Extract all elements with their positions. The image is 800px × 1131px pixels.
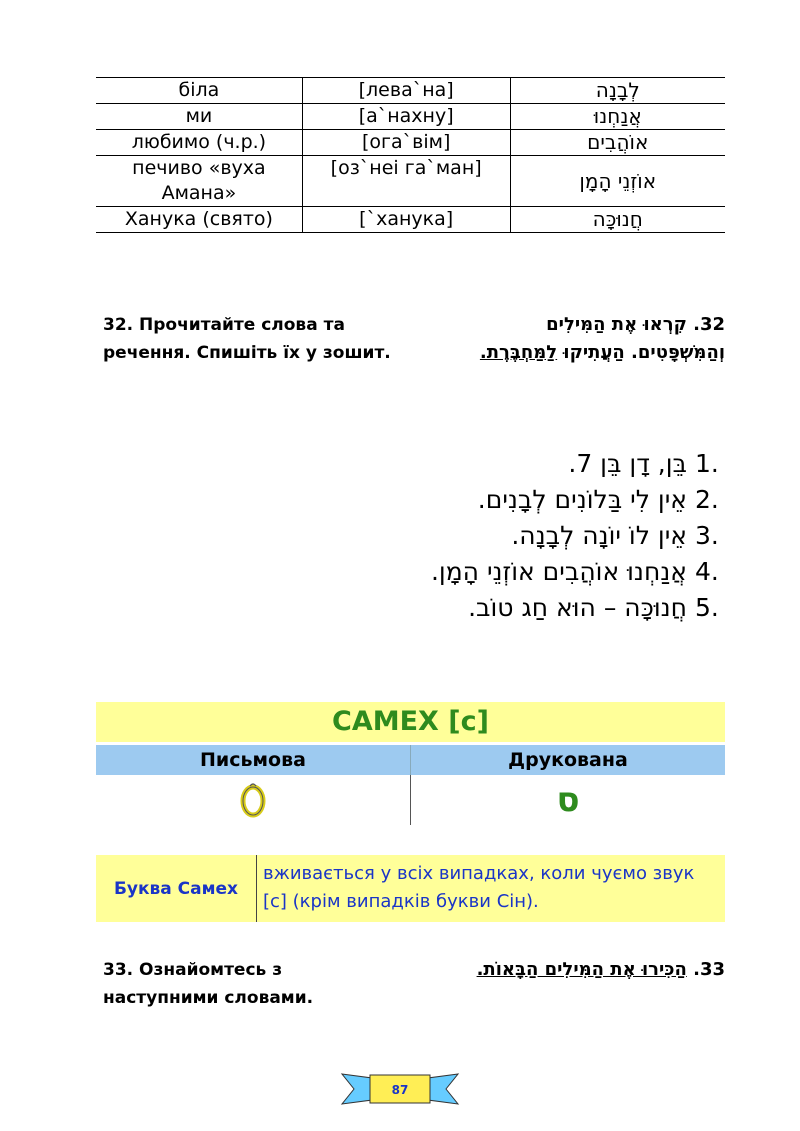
list-item bbox=[165, 590, 725, 626]
transliteration: [ога`вім] bbox=[302, 130, 510, 156]
transliteration: [`ханука] bbox=[302, 207, 510, 233]
table-row bbox=[96, 78, 725, 104]
ukrainian-word: любимо (ч.р.) bbox=[96, 130, 302, 156]
printed-column-header: Друкована bbox=[508, 749, 628, 771]
task-32-ukrainian: 32. Прочитайте слова та речення. Спишіть їх у зошит. bbox=[103, 315, 391, 363]
sentence-text: בֵּן, דָן בֵּן 7. bbox=[568, 449, 687, 478]
item-number: 1. bbox=[695, 449, 719, 478]
task-32-hebrew-underlined: לַמַּחְבֶּרֶת. bbox=[479, 342, 558, 363]
item-number: 5. bbox=[695, 593, 719, 622]
cursive-samekh-icon bbox=[238, 780, 268, 820]
page-number-badge bbox=[340, 1068, 460, 1108]
letter-card-header bbox=[96, 745, 725, 775]
sentence-text: אֵין לוֹ יוֹנָה לְבָנָה. bbox=[511, 521, 687, 550]
printed-letter-cell bbox=[411, 775, 725, 825]
printed-samekh-letter: ס bbox=[556, 780, 580, 820]
rule-label: Буква Самех bbox=[96, 855, 257, 922]
hebrew-word: לְבָנָה bbox=[510, 78, 725, 104]
rule-text: вживається у всіх випадках, коли чуємо звук [с] (крім випадків букви Сін). bbox=[263, 863, 695, 912]
table-row bbox=[96, 104, 725, 130]
table-row bbox=[96, 130, 725, 156]
letter-card-title: САМЕХ [с] bbox=[96, 702, 725, 742]
ukrainian-word: печиво «вуха Амана» bbox=[96, 156, 302, 207]
sentence-text: אֵין לִי בַּלוֹנִים לְבָנִים. bbox=[477, 485, 687, 514]
vocabulary-table bbox=[96, 77, 725, 233]
letter-card-body bbox=[96, 775, 725, 825]
ukrainian-word: Ханука (свято) bbox=[96, 207, 302, 233]
task-32-hebrew-text: 32. קִרְאוּ אֶת הַמִּילִים וְהַמִּשְׁפָּטִים. הַעֲתִיקוּ bbox=[546, 314, 725, 363]
task-33-hebrew-underlined: הַכִּירוּ אֶת הַמִּילִים הַבָּאוֹת. bbox=[476, 959, 687, 980]
task-33-hebrew bbox=[465, 956, 725, 984]
hebrew-word: חֲנוּכָּה bbox=[510, 207, 725, 233]
table-row bbox=[96, 156, 725, 207]
hebrew-word: אוֹהֲבִים bbox=[510, 130, 725, 156]
transliteration: [лева`на] bbox=[302, 78, 510, 104]
written-column-header: Письмова bbox=[96, 745, 411, 775]
item-number: 3. bbox=[695, 521, 719, 550]
list-item bbox=[165, 482, 725, 518]
hebrew-word: אֲנַחְנוּ bbox=[510, 104, 725, 130]
sentence-list bbox=[165, 446, 725, 626]
rule-box bbox=[96, 855, 725, 922]
sentence-text: חֲנוּכָּה – הוּא חַג טוֹב. bbox=[468, 593, 687, 622]
ukrainian-word: біла bbox=[96, 78, 302, 104]
page-number: 87 bbox=[391, 1083, 409, 1097]
item-number: 2. bbox=[695, 485, 719, 514]
written-letter-cell bbox=[96, 775, 411, 825]
task-33-ukrainian: 33. Ознайомтесь з наступними словами. bbox=[103, 960, 314, 1008]
transliteration: [а`нахну] bbox=[302, 104, 510, 130]
hebrew-word: אוֹזְנֵי הָמָן bbox=[510, 156, 725, 207]
transliteration: [оз`неі га`ман] bbox=[302, 156, 510, 207]
task-33-hebrew-number: 33. bbox=[686, 959, 725, 980]
list-item bbox=[165, 446, 725, 482]
sentence-text: אֲנַחְנוּ אוֹהֲבִים אוֹזְנֵי הָמָן. bbox=[430, 557, 687, 586]
ukrainian-word: ми bbox=[96, 104, 302, 130]
list-item bbox=[165, 518, 725, 554]
item-number: 4. bbox=[695, 557, 719, 586]
list-item bbox=[165, 554, 725, 590]
task-32-hebrew bbox=[465, 311, 725, 367]
table-row bbox=[96, 207, 725, 233]
